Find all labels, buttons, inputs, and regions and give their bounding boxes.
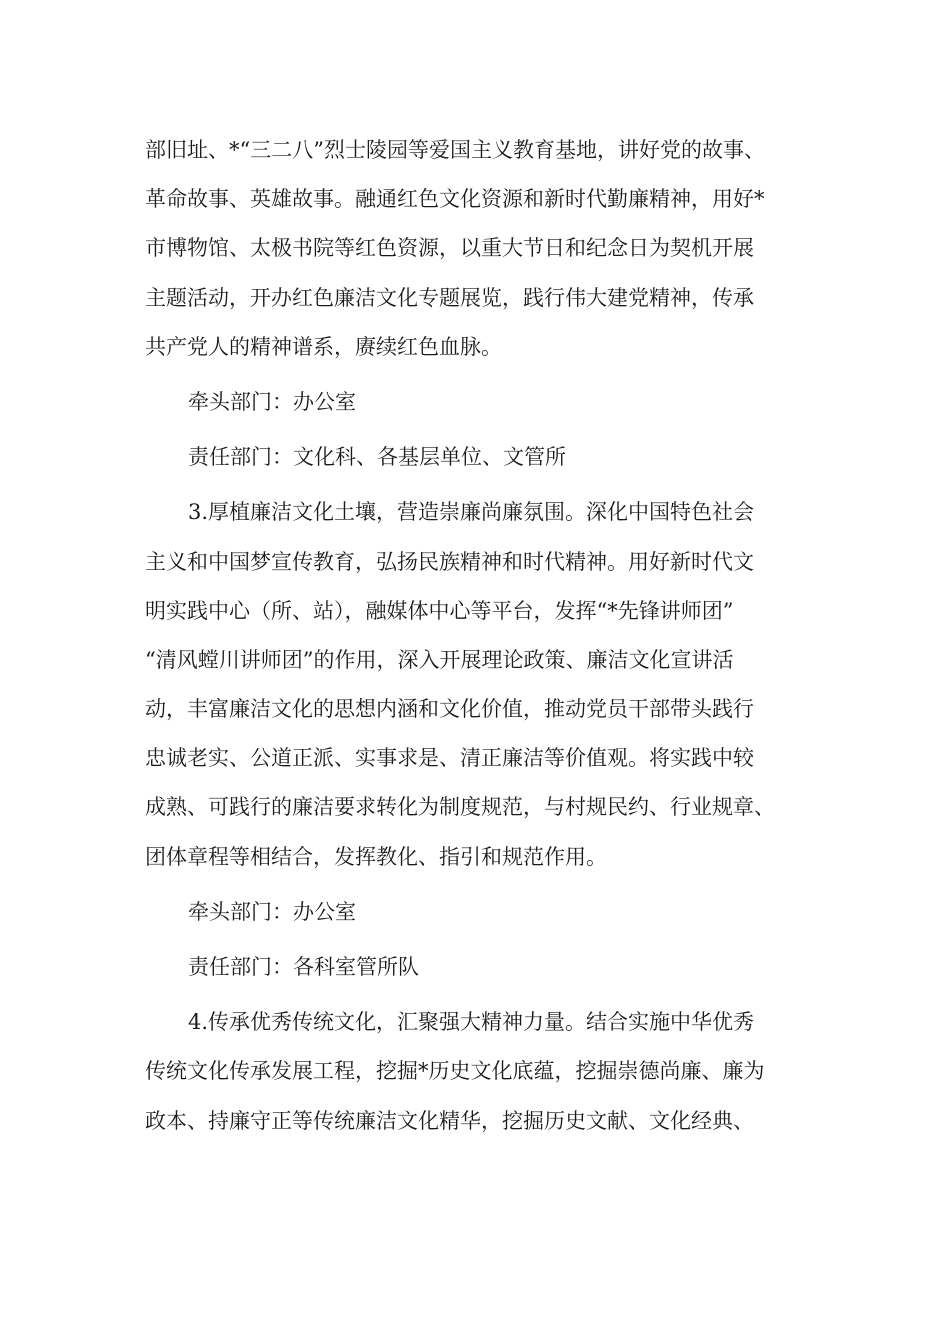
text-line: 主义和中国梦宣传教育，弘扬民族精神和时代精神。用好新时代文 [145, 549, 754, 574]
text-line: 4.传承优秀传统文化，汇聚强大精神力量。结合实施中华优秀 [188, 1010, 755, 1035]
text-line: 成熟、可践行的廉洁要求转化为制度规范，与村规民约、行业规章、 [145, 795, 775, 820]
text-line: 动，丰富廉洁文化的思想内涵和文化价值，推动党员干部带头践行 [145, 697, 754, 722]
text-line: 政本、持廉守正等传统廉洁文化精华，挖掘历史文献、文化经典、 [145, 1108, 754, 1133]
text-line: “清风螳川讲师团”的作用，深入开展理论政策、廉洁文化宣讲活 [145, 647, 734, 672]
paragraph-item-3 [145, 488, 815, 882]
text-line: 忠诚老实、公道正派、实事求是、清正廉洁等价值观。将实践中较 [145, 746, 754, 771]
lead-dept-line: 牵头部门：办公室 [188, 899, 356, 924]
resp-dept-line: 责任部门：各科室管所队 [188, 955, 419, 979]
resp-dept-line: 责任部门：文化科、各基层单位、文管所 [188, 445, 566, 470]
resp-dept-2 [145, 943, 815, 992]
lead-dept-line: 牵头部门：办公室 [188, 389, 356, 414]
text-line: 市博物馆、太极书院等红色资源，以重大节日和纪念日为契机开展 [145, 236, 754, 261]
paragraph-item-4 [145, 998, 815, 1146]
lead-dept-2 [145, 888, 815, 937]
text-line: 共产党人的精神谱系，赓续红色血脉。 [145, 334, 502, 359]
lead-dept-1 [145, 378, 815, 427]
text-line: 传统文化传承发展工程，挖掘*历史文化底蕴，挖掘崇德尚廉、廉为 [145, 1059, 765, 1084]
text-line: 主题活动，开办红色廉洁文化专题展览，践行伟大建党精神，传承 [145, 285, 754, 310]
document-body [145, 126, 815, 1146]
paragraph-red-culture [145, 126, 815, 372]
text-line: 部旧址、*“三二八”烈士陵园等爱国主义教育基地，讲好党的故事、 [145, 138, 765, 162]
text-line: 明实践中心（所、站），融媒体中心等平台，发挥“*先锋讲师团” [145, 598, 734, 623]
resp-dept-1 [145, 433, 815, 482]
text-line: 革命故事、英雄故事。融通红色文化资源和新时代勤廉精神，用好* [145, 187, 765, 212]
text-line: 团体章程等相结合，发挥教化、指引和规范作用。 [145, 844, 607, 869]
text-line: 3.厚植廉洁文化土壤，营造崇廉尚廉氛围。深化中国特色社会 [188, 500, 755, 525]
